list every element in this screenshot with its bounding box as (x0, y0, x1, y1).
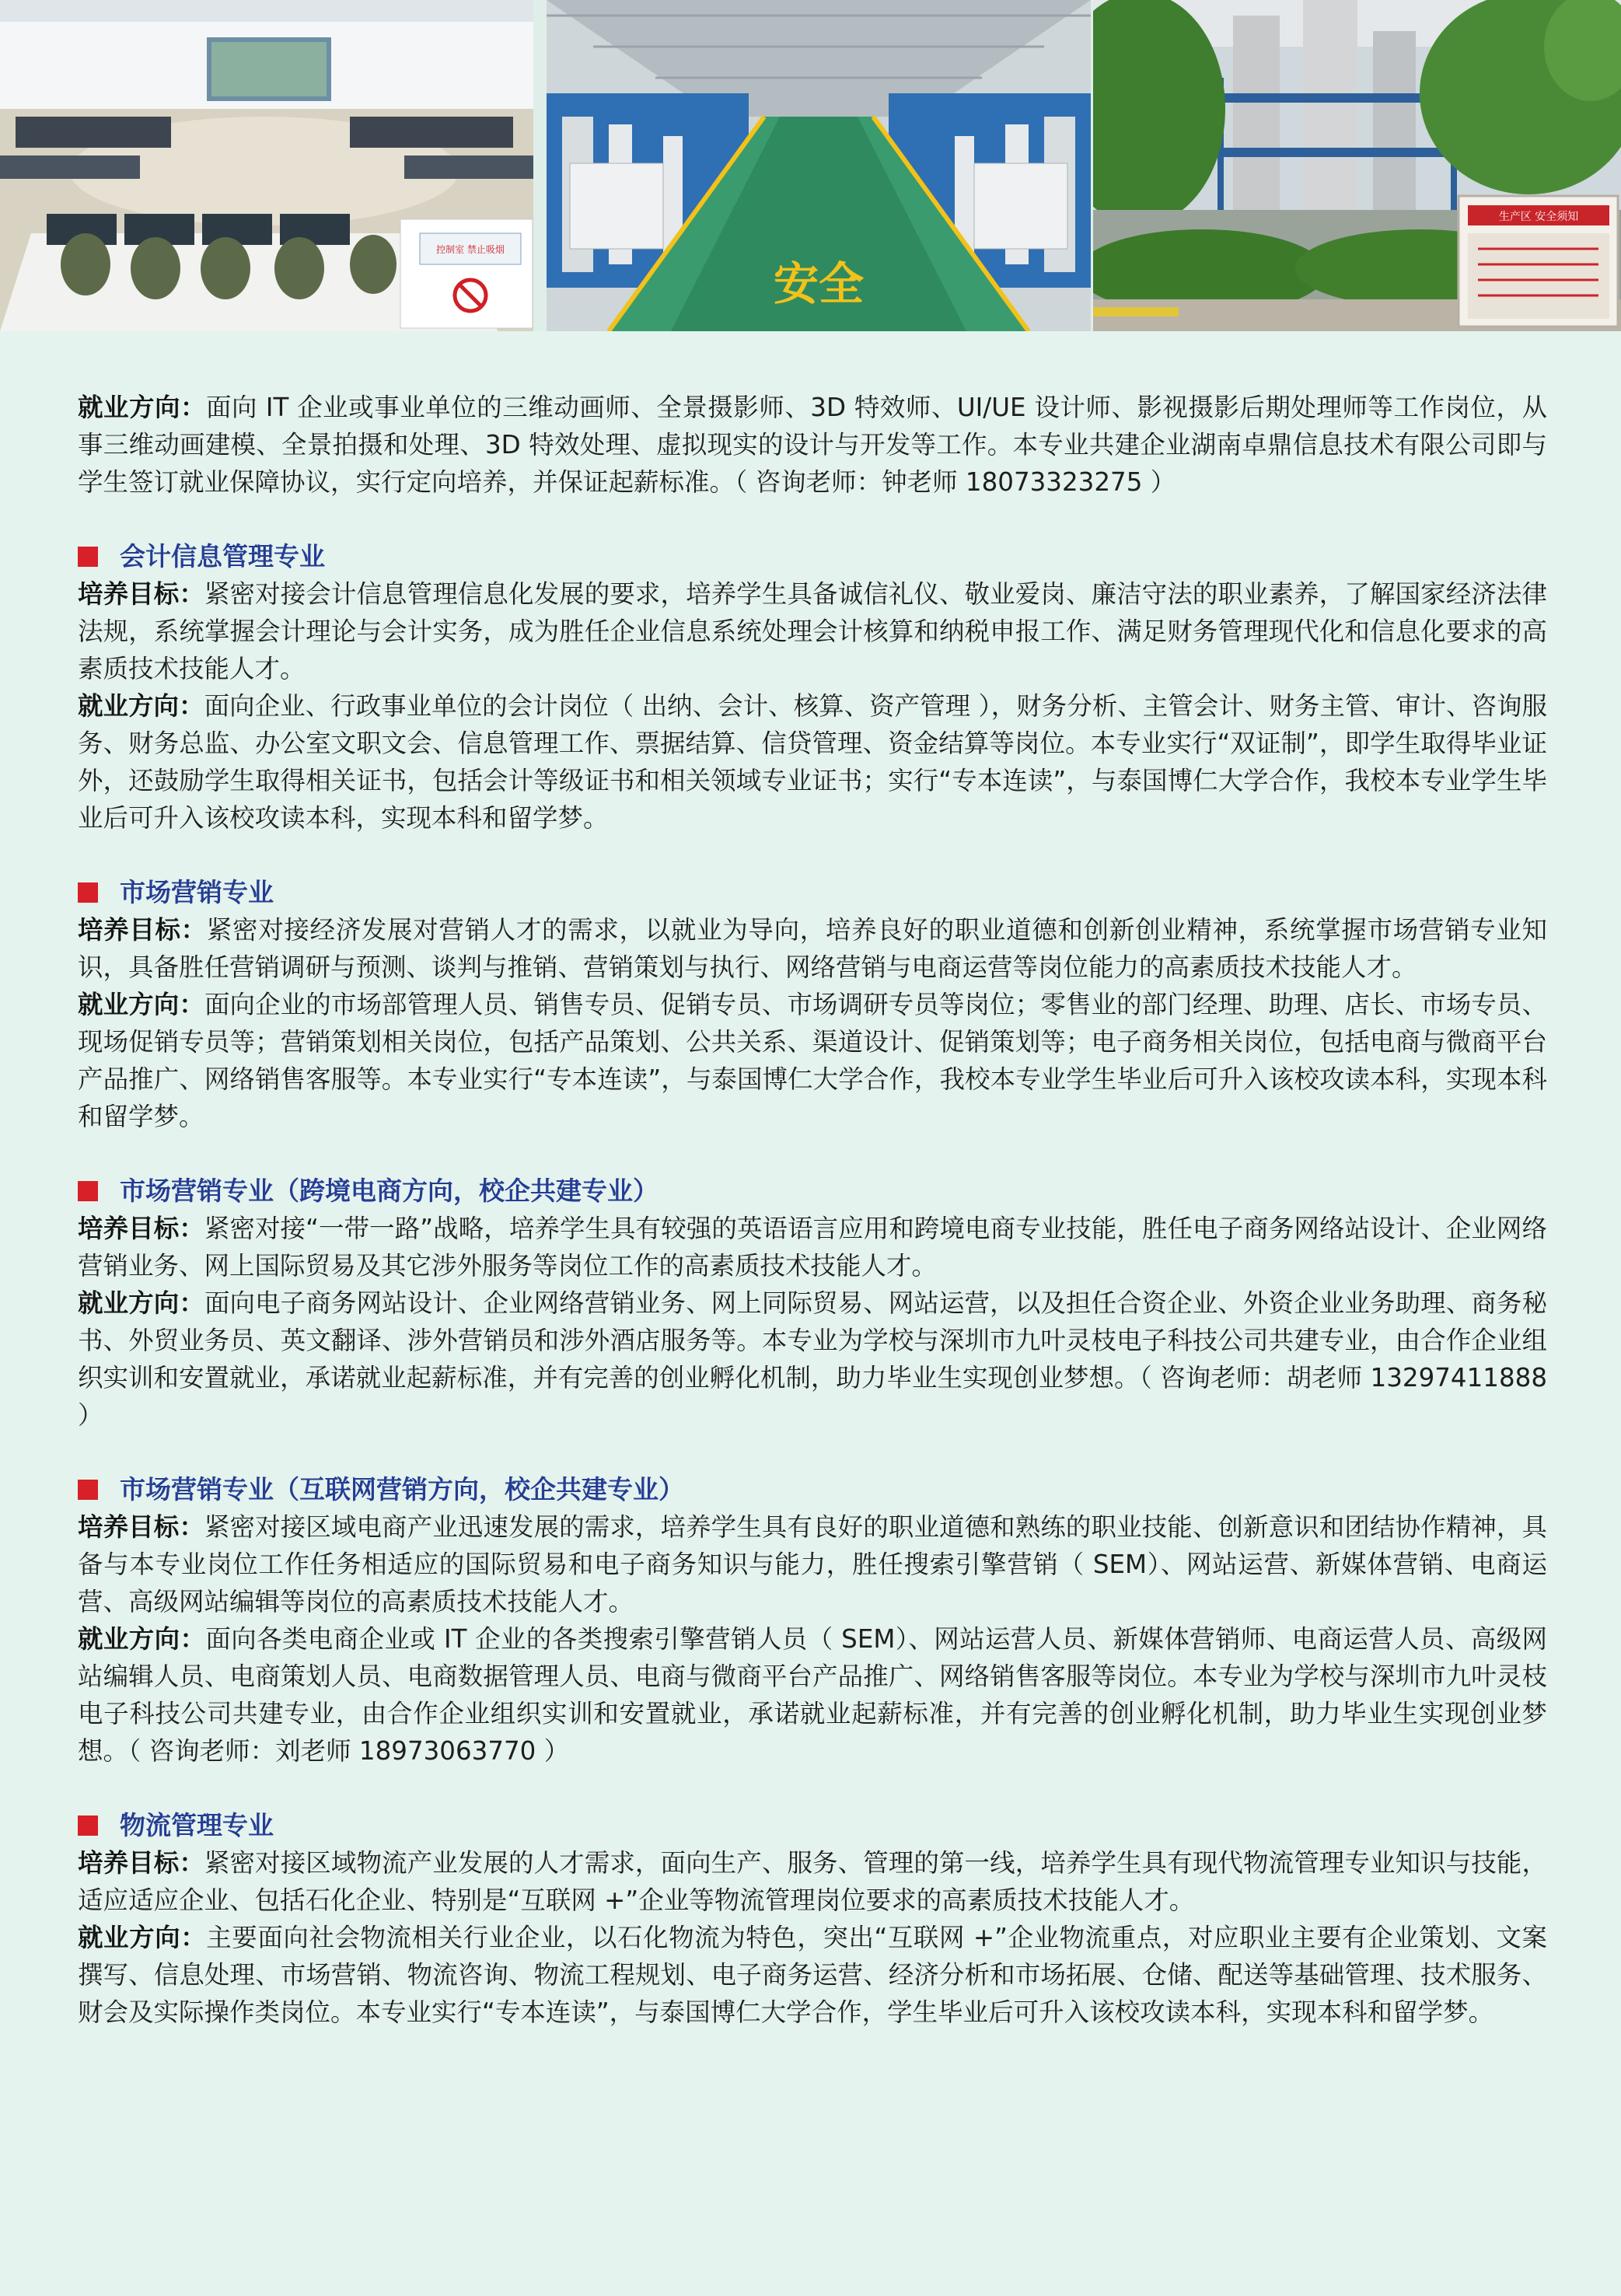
job-lead: 就业方向： (78, 1624, 206, 1654)
job-lead: 就业方向： (78, 1923, 207, 1952)
floor-marking-text: 安全 (773, 257, 865, 310)
job-text: 主要面向社会物流相关行业企业，以石化物流为特色，突出“互联网 +”企业物流重点，对应职业主要有企业策划、文案撰写、信息处理、市场营销、物流咨询、物流工程规划、电子商务运营、经济分析和市场拓展、仓储、配送等基础管理、技术服务、财会及实际操作类岗位。本专业实行“专本连读”，与泰国博仁大学合作，学生毕业后可升入该校攻读本科，实现本科和留学梦。 (78, 1923, 1547, 2027)
red-square-icon (78, 882, 98, 903)
goal-text: 紧密对接区域物流产业发展的人才需求，面向生产、服务、管理的第一线，培养学生具有现代物流管理专业知识与技能，适应适应企业、包括石化企业、特别是“互联网 +”企业等物流管理岗位要求的高素质技术技能人才。 (78, 1848, 1547, 1915)
no-smoking-sign-text: 控制室 禁止吸烟 (436, 244, 505, 255)
red-square-icon (78, 1181, 98, 1201)
goal-paragraph (78, 911, 1547, 986)
goal-paragraph (78, 1844, 1547, 1919)
control-room-photo (0, 0, 533, 331)
goal-text: 紧密对接区域电商产业迅速发展的需求，培养学生具有良好的职业道德和熟练的职业技能、创新意识和团结协作精神，具备与本专业岗位工作任务相适应的国际贸易和电子商务知识与能力，胜任搜索引擎营销（ SEM）、网站运营、新媒体营销、电商运营、高级网站编辑等岗位的高素质技术技能人才。 (78, 1512, 1547, 1616)
section-title-text: 会计信息管理专业 (120, 541, 325, 571)
safety-board-text: 生产区 安全须知 (1498, 211, 1579, 223)
job-paragraph (78, 1620, 1547, 1770)
goal-lead: 培养目标： (78, 915, 207, 945)
goal-text: 紧密对接经济发展对营销人才的需求，以就业为导向，培养良好的职业道德和创新创业精神，系统掌握市场营销专业知识，具备胜任营销调研与预测、谈判与推销、营销策划与执行、网络营销与电商运营等岗位能力的高素质技术技能人才。 (78, 915, 1547, 982)
job-text: 面向各类电商企业或 IT 企业的各类搜索引擎营销人员（ SEM）、网站运营人员、新媒体营销师、电商运营人员、高级网站编辑人员、电商策划人员、电商数据管理人员、电商与微商平台产品推广、网络销售客服等岗位。本专业为学校与深圳市九叶灵枝电子科技公司共建专业，由合作企业组织实训和安置就业，承诺就业起薪标准，并有完善的创业孵化机制，助力毕业生实现创业梦想。（ 咨询老师：刘老师 18973063770 ） (78, 1624, 1547, 1766)
job-paragraph (78, 1919, 1547, 2031)
red-square-icon (78, 1480, 98, 1500)
section-title-text: 市场营销专业（互联网营销方向，校企共建专业） (120, 1474, 684, 1504)
intro-text: 面向 IT 企业或事业单位的三维动画师、全景摄影师、3D 特效师、UI/UE 设计师、影视摄影后期处理师等工作岗位，从事三维动画建模、全景拍摄和处理、3D 特效处理、虚拟现实的设计与开发等工作。本专业共建企业湖南卓鼎信息技术有限公司即与学生签订就业保障协议，实行定向培养，并保证起薪标准。（ 咨询老师：钟老师 18073323275 ） (78, 393, 1547, 497)
section-logistics (78, 1807, 1547, 2031)
job-text: 面向企业的市场部管理人员、销售专员、促销专员、市场调研专员等岗位；零售业的部门经理、助理、店长、市场专员、现场促销专员等；营销策划相关岗位，包括产品策划、公共关系、渠道设计、促销策划等；电子商务相关岗位，包括电商与微商平台产品推广、网络销售客服等。本专业实行“专本连读”，与泰国博仁大学合作，我校本专业学生毕业后可升入该校攻读本科，实现本科和留学梦。 (78, 990, 1547, 1131)
chemical-plant-photo (1093, 0, 1621, 331)
job-text: 面向电子商务网站设计、企业网络营销业务、网上同际贸易、网站运营，以及担任合资企业、外资企业业务助理、商务秘书、外贸业务员、英文翻译、涉外营销员和涉外酒店服务等。本专业为学校与深圳市九叶灵枝电子科技公司共建专业，由合作企业组织实训和安置就业，承诺就业起薪标准，并有完善的创业孵化机制，助力毕业生实现创业梦想。（ 咨询老师：胡老师 13297411888 ） (78, 1288, 1547, 1430)
section-title-text: 物流管理专业 (120, 1810, 274, 1840)
intro-paragraph (78, 389, 1547, 501)
red-square-icon (78, 547, 98, 567)
goal-lead: 培养目标： (78, 1512, 204, 1542)
job-paragraph (78, 1284, 1547, 1434)
content (78, 389, 1547, 2031)
goal-lead: 培养目标： (78, 579, 204, 609)
section-accounting (78, 538, 1547, 837)
goal-paragraph (78, 575, 1547, 687)
section-internet-marketing (78, 1471, 1547, 1770)
goal-paragraph (78, 1210, 1547, 1284)
intro-lead: 就业方向： (78, 393, 207, 422)
goal-text: 紧密对接会计信息管理信息化发展的要求，培养学生具备诚信礼仪、敬业爱岗、廉洁守法的职业素养，了解国家经济法律法规，系统掌握会计理论与会计实务，成为胜任企业信息系统处理会计核算和纳税申报工作、满足财务管理现代化和信息化要求的高素质技术技能人才。 (78, 579, 1547, 683)
section-title (78, 1807, 1547, 1844)
section-title (78, 538, 1547, 575)
goal-lead: 培养目标： (78, 1848, 204, 1878)
goal-text: 紧密对接“一带一路”战略，培养学生具有较强的英语语言应用和跨境电商专业技能，胜任电子商务网络站设计、企业网络营销业务、网上国际贸易及其它涉外服务等岗位工作的高素质技术技能人才。 (78, 1214, 1547, 1281)
photo-strip (0, 0, 1621, 331)
job-paragraph (78, 986, 1547, 1135)
job-paragraph (78, 687, 1547, 837)
red-square-icon (78, 1815, 98, 1836)
goal-paragraph (78, 1508, 1547, 1620)
section-title-text: 市场营销专业 (120, 877, 274, 907)
section-title (78, 1172, 1547, 1210)
goal-lead: 培养目标： (78, 1214, 204, 1243)
section-title (78, 1471, 1547, 1508)
section-title-text: 市场营销专业（跨境电商方向，校企共建专业） (120, 1176, 659, 1206)
section-title (78, 874, 1547, 911)
job-lead: 就业方向： (78, 691, 204, 721)
job-lead: 就业方向： (78, 990, 204, 1019)
section-marketing (78, 874, 1547, 1135)
job-lead: 就业方向： (78, 1288, 204, 1318)
section-cross-border-ecommerce (78, 1172, 1547, 1434)
job-text: 面向企业、行政事业单位的会计岗位（ 出纳、会计、核算、资产管理 ），财务分析、主管会计、财务主管、审计、咨询服务、财务总监、办公室文职文会、信息管理工作、票据结算、信贷管理、资金结算等岗位。本专业实行“双证制”，即学生取得毕业证外，还鼓励学生取得相关证书，包括会计等级证书和相关领域专业证书；实行“专本连读”，与泰国博仁大学合作，我校本专业学生毕业后可升入该校攻读本科，实现本科和留学梦。 (78, 691, 1547, 833)
lab-workshop-photo (547, 0, 1091, 331)
